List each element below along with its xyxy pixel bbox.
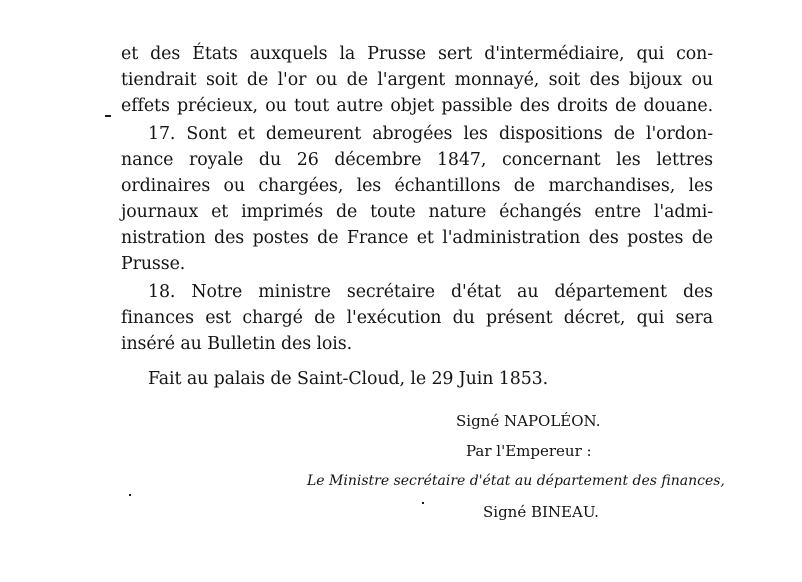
ink-mark xyxy=(422,502,424,504)
dated-line: Fait au palais de Saint-Cloud, le 29 Juin 1853. xyxy=(148,369,549,389)
ink-mark xyxy=(105,115,111,117)
text-line: et des États auxquels la Prusse sert d'intermédiaire, qui con- xyxy=(121,44,713,64)
text-line: finances est chargé de l'exécution du présent décret, qui sera xyxy=(121,308,713,328)
text-line: journaux et imprimés de toute nature échangés entre l'admi- xyxy=(121,202,713,222)
text-line: nance royale du 26 décembre 1847, concernant les lettres xyxy=(121,150,713,170)
article-17-line: 17. Sont et demeurent abrogées les dispositions de l'ordon- xyxy=(148,124,713,144)
text-line: nistration des postes de France et l'administration des postes de xyxy=(121,228,713,248)
text-line: effets précieux, ou tout autre objet passible des droits de douane. xyxy=(121,96,713,116)
signature-napoleon: Signé NAPOLÉON. xyxy=(456,412,601,430)
article-18-line: 18. Notre ministre secrétaire d'état au département des xyxy=(148,282,713,302)
minister-title: Le Ministre secrétaire d'état au département des finances, xyxy=(307,473,725,489)
text-line: ordinaires ou chargées, les échantillons de marchandises, les xyxy=(121,176,713,196)
signature-bineau: Signé BINEAU. xyxy=(483,503,599,521)
ink-mark xyxy=(129,494,131,496)
text-line: inséré au Bulletin des lois. xyxy=(121,334,353,354)
text-line: tiendrait soit de l'or ou de l'argent monnayé, soit des bijoux ou xyxy=(121,70,713,90)
text-line: Prusse. xyxy=(121,254,186,274)
by-emperor-label: Par l'Empereur : xyxy=(466,442,592,460)
